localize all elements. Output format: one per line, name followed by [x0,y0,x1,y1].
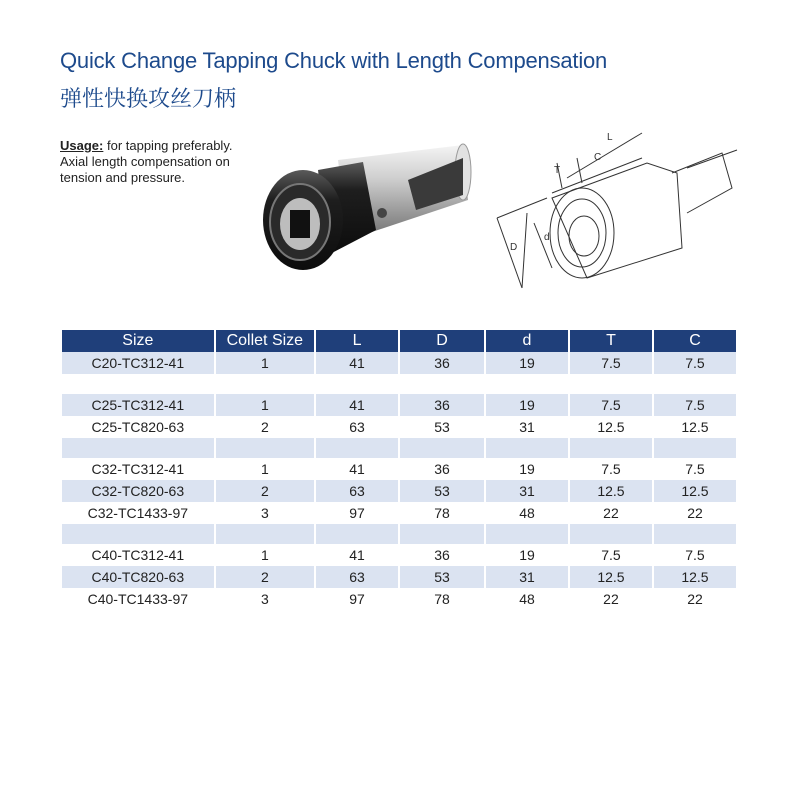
label-T: T [554,165,561,176]
cell-D: 53 [434,419,450,435]
cell-L: 41 [316,394,398,416]
table-row [62,394,736,416]
cell-size: C32-TC312-41 [91,461,185,477]
cell-d: 19 [486,394,568,416]
cell-D: 78 [434,505,450,521]
table-row [62,566,736,588]
cell-D: 36 [434,461,450,477]
label-C: C [594,152,602,163]
cell-d: 19 [519,461,535,477]
cell-C: 7.5 [685,547,705,563]
usage-description [60,138,260,186]
cell-D: 36 [400,394,484,416]
table-row [62,544,736,566]
cell-d: 48 [519,505,535,521]
table-row [62,502,736,524]
table-row [62,480,736,502]
header-L: L [316,330,398,352]
cell-collet-size: 1 [260,547,269,563]
cell-collet-size: 1 [216,394,314,416]
cell-d: 48 [519,591,535,607]
cell-C: 12.5 [654,566,736,588]
cell-collet-size: 1 [260,461,269,477]
cell-size: C40-TC1433-97 [87,591,189,607]
header-C: C [654,330,736,352]
cell-size: C40-TC312-41 [91,547,185,563]
header-collet-size: Collet Size [216,330,314,352]
cell-T: 12.5 [570,566,652,588]
cell-L: 63 [316,566,398,588]
cell-D: 53 [400,566,484,588]
label-d: d [544,232,550,243]
group-spacer [62,524,736,544]
cell-D: 36 [434,547,450,563]
cell-T: 22 [603,505,619,521]
cell-collet-size: 3 [260,505,269,521]
cell-C: 12.5 [681,419,709,435]
cell-d: 19 [486,352,568,374]
cell-C: 22 [687,591,703,607]
cell-T: 7.5 [570,352,652,374]
header-T: T [570,330,652,352]
cell-size: C32-TC820-63 [62,480,214,502]
cell-d: 19 [519,547,535,563]
cell-L: 41 [316,352,398,374]
cell-C: 7.5 [685,461,705,477]
cell-L: 41 [349,461,365,477]
cell-D: 36 [400,352,484,374]
page-title-chinese: 弹性快换攻丝刀柄 [60,87,237,112]
group-spacer [62,374,736,394]
label-L: L [607,132,613,143]
cell-T: 7.5 [601,461,621,477]
cell-d: 31 [519,419,535,435]
table-row [62,416,736,438]
cell-D: 53 [400,480,484,502]
table-row [62,458,736,480]
cell-T: 12.5 [597,419,625,435]
group-spacer [62,438,736,458]
cell-L: 97 [349,505,365,521]
table-row [62,588,736,610]
product-photo [258,140,473,275]
cell-collet-size: 1 [216,352,314,374]
usage-line-3: tension and pressure. [60,170,186,185]
label-D: D [510,242,518,253]
spec-table [60,330,738,610]
cell-d: 31 [486,566,568,588]
cell-size: C25-TC820-63 [91,419,185,435]
cell-d: 31 [486,480,568,502]
cell-L: 63 [349,419,365,435]
cell-T: 7.5 [601,547,621,563]
cell-collet-size: 2 [260,419,269,435]
header-size: Size [62,330,214,352]
table-row [62,352,736,374]
cell-size: C25-TC312-41 [62,394,214,416]
cell-C: 7.5 [654,394,736,416]
cell-L: 63 [316,480,398,502]
page-title: Quick Change Tapping Chuck with Length Compensation [60,48,608,73]
header-d: d [486,330,568,352]
cell-C: 22 [687,505,703,521]
cell-T: 22 [603,591,619,607]
cell-collet-size: 2 [216,566,314,588]
usage-label: Usage: [60,138,104,153]
cell-size: C32-TC1433-97 [87,505,189,521]
cell-collet-size: 3 [260,591,269,607]
cell-C: 7.5 [654,352,736,374]
cell-L: 97 [349,591,365,607]
usage-line-2: Axial length compensation on [60,154,230,169]
cell-size: C40-TC820-63 [62,566,214,588]
table-header-row [62,330,736,352]
technical-drawing [492,128,747,298]
cell-D: 78 [434,591,450,607]
cell-size: C20-TC312-41 [62,352,214,374]
header-D: D [400,330,484,352]
usage-line-1: for tapping preferably. [103,138,233,153]
cell-collet-size: 2 [216,480,314,502]
cell-C: 12.5 [654,480,736,502]
cell-T: 7.5 [570,394,652,416]
cell-T: 12.5 [570,480,652,502]
cell-L: 41 [349,547,365,563]
